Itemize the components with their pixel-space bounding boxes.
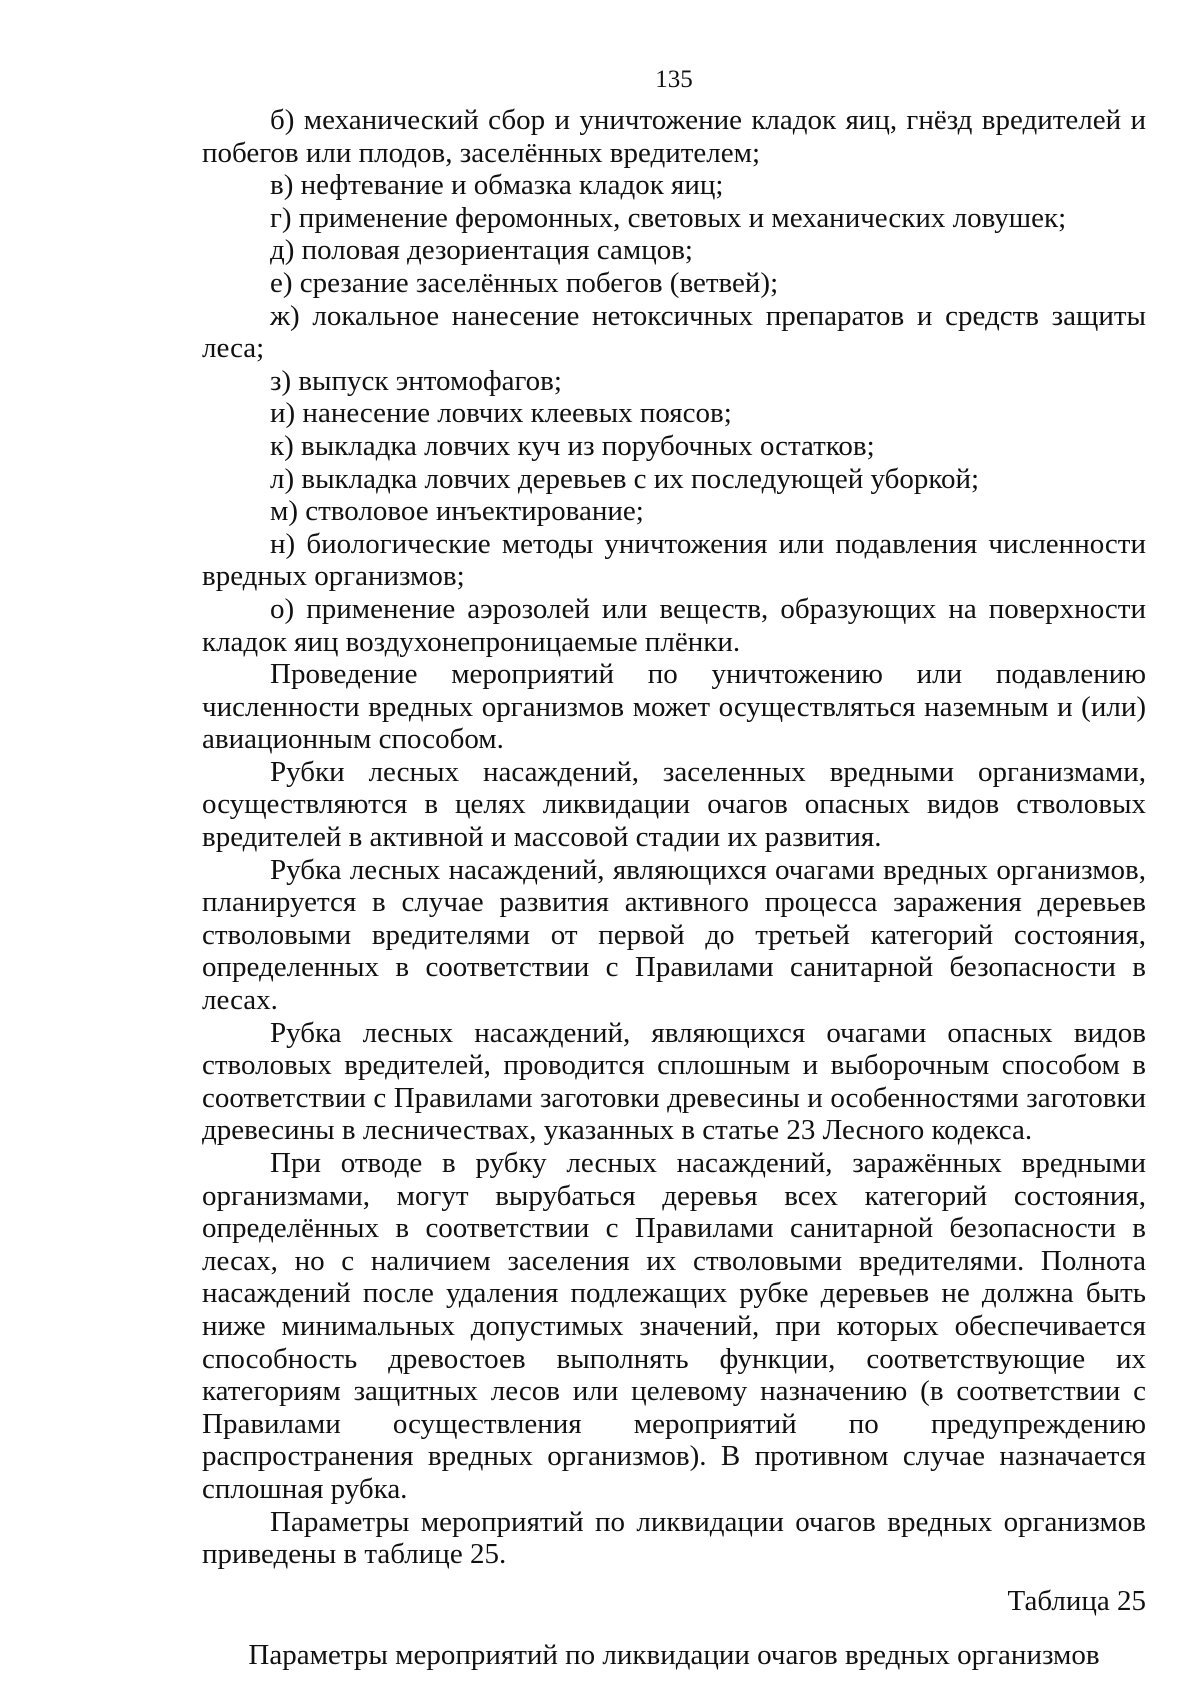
list-item: м) стволовое инъектирование; xyxy=(270,495,644,528)
paragraph: Проведение мероприятий по уничтожению или подавлению численности вредных организмов может осуществляться наземным и (или) авиационным способом. xyxy=(202,658,1146,756)
list-item: н) биологические методы уничтожения или подавления численности вредных организмов; xyxy=(202,527,1146,593)
list-item: ж) локальное нанесение нетоксичных препаратов и средств защиты леса; xyxy=(202,299,1146,365)
table-caption: Таблица 25 xyxy=(1007,1584,1146,1617)
list-item: е) срезание заселённых побегов (ветвей); xyxy=(270,266,779,299)
list-item: г) применение феромонных, световых и механических ловушек; xyxy=(270,201,1067,234)
list-item: д) половая дезориентация самцов; xyxy=(270,234,693,267)
list-item: л) выкладка ловчих деревьев с их последующей уборкой; xyxy=(270,462,980,495)
paragraph: Рубка лесных насаждений, являющихся очагами опасных видов стволовых вредителей, проводится сплошным и выборочным способом в соответствии с Правилами заготовки древесины и особенностями заготовки древесины в лесничествах, указанных в статье 23 Лесного кодекса. xyxy=(202,1016,1146,1147)
paragraph: При отводе в рубку лесных насаждений, заражённых вредными организмами, могут вырубаться деревья всех категорий состояния, определённых в соответствии с Правилами санитарной безопасности в лесах, но с наличием заселения их стволовыми вредителями. Полнота насаждений после удаления подлежащих рубке деревьев не должна быть ниже минимальных допустимых значений, при которых обеспечивается способность древостоев выполнять функции, соответствующие их категориям защитных лесов или целевому назначению (в соответствии с Правилами осуществления мероприятий по предупреждению распространения вредных организмов). В противном случае назначается сплошная рубка. xyxy=(202,1147,1146,1505)
document-page xyxy=(202,64,1146,1672)
list-item: в) нефтевание и обмазка кладок яиц; xyxy=(270,169,724,202)
table-title: Параметры мероприятий по ликвидации очагов вредных организмов xyxy=(248,1639,1100,1672)
list-item: и) нанесение ловчих клеевых поясов; xyxy=(270,397,732,430)
paragraph: Параметры мероприятий по ликвидации очагов вредных организмов приведены в таблице 25. xyxy=(202,1505,1146,1571)
list-item: к) выкладка ловчих куч из порубочных остатков; xyxy=(270,429,875,462)
paragraph: Рубки лесных насаждений, заселенных вредными организмами, осуществляются в целях ликвидации очагов опасных видов стволовых вредителей в активной и массовой стадии их развития. xyxy=(202,755,1146,854)
page-number: 135 xyxy=(655,66,693,93)
list-item: б) механический сбор и уничтожение кладок яиц, гнёзд вредителей и побегов или плодов, заселённых вредителем; xyxy=(202,104,1146,169)
list-item: о) применение аэрозолей или веществ, образующих на поверхности кладок яиц воздухонепроницаемые плёнки. xyxy=(202,592,1146,658)
list-item: з) выпуск энтомофагов; xyxy=(270,364,562,397)
measures-list xyxy=(202,104,1146,658)
paragraph: Рубка лесных насаждений, являющихся очагами вредных организмов, планируется в случае развития активного процесса заражения деревьев стволовыми вредителями от первой до третьей категорий состояния, определенных в соответствии с Правилами санитарной безопасности в лесах. xyxy=(202,853,1146,1017)
